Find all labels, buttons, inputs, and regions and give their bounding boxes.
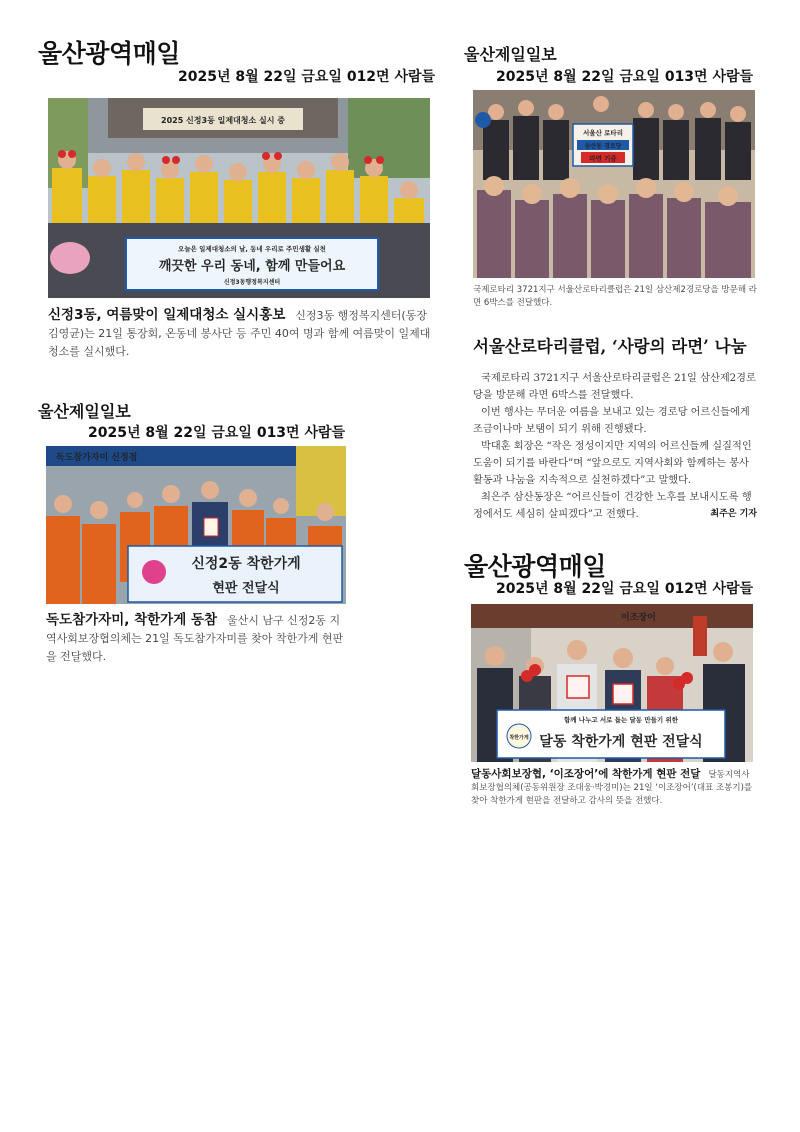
article-title: 서울산로타리클럽, ‘사랑의 라면’ 나눔: [473, 337, 747, 356]
article-paragraph: 이번 행사는 무더운 여름을 보내고 있는 경로당 어르신들에게 조금이나마 보탬이 되기 위해 진행됐다.: [473, 407, 750, 435]
byline: 최주은 기자: [710, 509, 757, 519]
photo-caption: 국제로타리 3721지구 서울산로타리클럽은 21일 삼산제2경로당을 방문해 라면 6박스를 전달했다.: [473, 285, 757, 308]
shop-sign-text: 이조장어: [621, 613, 656, 623]
caption-body: 신정3동 행정복지센터(동장 김영균)는 21일 통장회, 온동네 봉사단 등 주민 40여 명과 함께 여름맞이 일제대청소를 실시했다.: [48, 309, 431, 358]
caption-body: 울산시 남구 신정2동 지역사회보장협의체는 21일 독도참가자미를 찾아 착한가게 현판을 전달했다.: [46, 614, 344, 663]
article-paragraph: 박대훈 회장은 “작은 정성이지만 지역의 어르신들께 실질적인 도움이 되기를 바란다”며 “앞으로도 지역사회와 함께하는 봉사활동과 나눔을 지속적으로 실천하겠다”고 말했다.: [473, 441, 752, 486]
newspaper-name: 울산제일일보: [38, 402, 131, 421]
building-sign-text: 2025 신정3동 일제대청소 실시 중: [161, 116, 285, 125]
photo-caption: [471, 768, 757, 808]
article-body: [473, 370, 757, 523]
newspaper-name: 울산광역매일: [38, 39, 180, 68]
banner-line2: 달동 착한가게 현판 전달식: [539, 734, 703, 750]
rotary-group-photo: [473, 90, 755, 278]
caption-headline: 달동사회보장협, ‘이조장어’에 착한가게 현판 전달: [471, 768, 701, 780]
banner-line1: 신정2동 착한가게: [191, 556, 301, 572]
dateline: 2025년 8월 22일 금요일 013면 사람들: [496, 69, 754, 85]
banner-line2: 현판 전달식: [212, 581, 280, 596]
dal-dong-plaque-photo: [471, 604, 753, 762]
banner-line1: 오늘은 일제대청소의 날, 동네 우리로 주민생활 실천: [178, 245, 326, 253]
dateline: 2025년 8월 22일 금요일 013면 사람들: [88, 425, 346, 441]
newspaper-name: 울산광역매일: [464, 552, 606, 581]
sign-line2: 삼산동 경로당: [584, 143, 622, 150]
newspaper-name: 울산제일일보: [464, 45, 557, 64]
caption-body: 달동지역사회보장협의체(공동위원장 조대웅·박경미)는 21일 ‘이조장어’(대표 조봉기)를 찾아 착한가게 현판을 전달하고 감사의 뜻을 전했다.: [471, 770, 753, 806]
article-paragraph: 국제로타리 3721지구 서울산로타리클럽은 21일 삼산제2경로당을 방문해 라면 6박스를 전달했다.: [473, 373, 756, 401]
cleanup-group-photo: [48, 98, 430, 298]
banner-line2: 깨끗한 우리 동네, 함께 만들어요: [158, 259, 346, 274]
dateline: 2025년 8월 22일 금요일 012면 사람들: [178, 69, 436, 85]
dateline: 2025년 8월 22일 금요일 012면 사람들: [496, 581, 754, 597]
store-sign-text: 독도참가자미 신정점: [56, 453, 138, 463]
photo-caption: [46, 611, 348, 666]
sign-line3: 라면 기증: [589, 154, 617, 163]
photo-caption: [48, 306, 432, 361]
article-paragraph: 최은주 삼산동장은 “어르신들이 건강한 노후를 보내시도록 행정에서도 세심히 살피겠다”고 전했다.: [473, 492, 752, 520]
banner-line1: 함께 나누고 서로 돕는 달동 만들기 위한: [563, 716, 679, 724]
caption-headline: 신정3동, 여름맞이 일제대청소 실시홍보: [48, 307, 286, 323]
caption-headline: 독도참가자미, 착한가게 동참: [46, 612, 218, 628]
banner-org: 신정3동행정복지센터: [223, 279, 281, 286]
sign-line1: 서울산 로타리: [583, 129, 623, 137]
banner-badge: 착한가게: [509, 735, 529, 741]
good-store-plaque-photo: [46, 446, 346, 604]
